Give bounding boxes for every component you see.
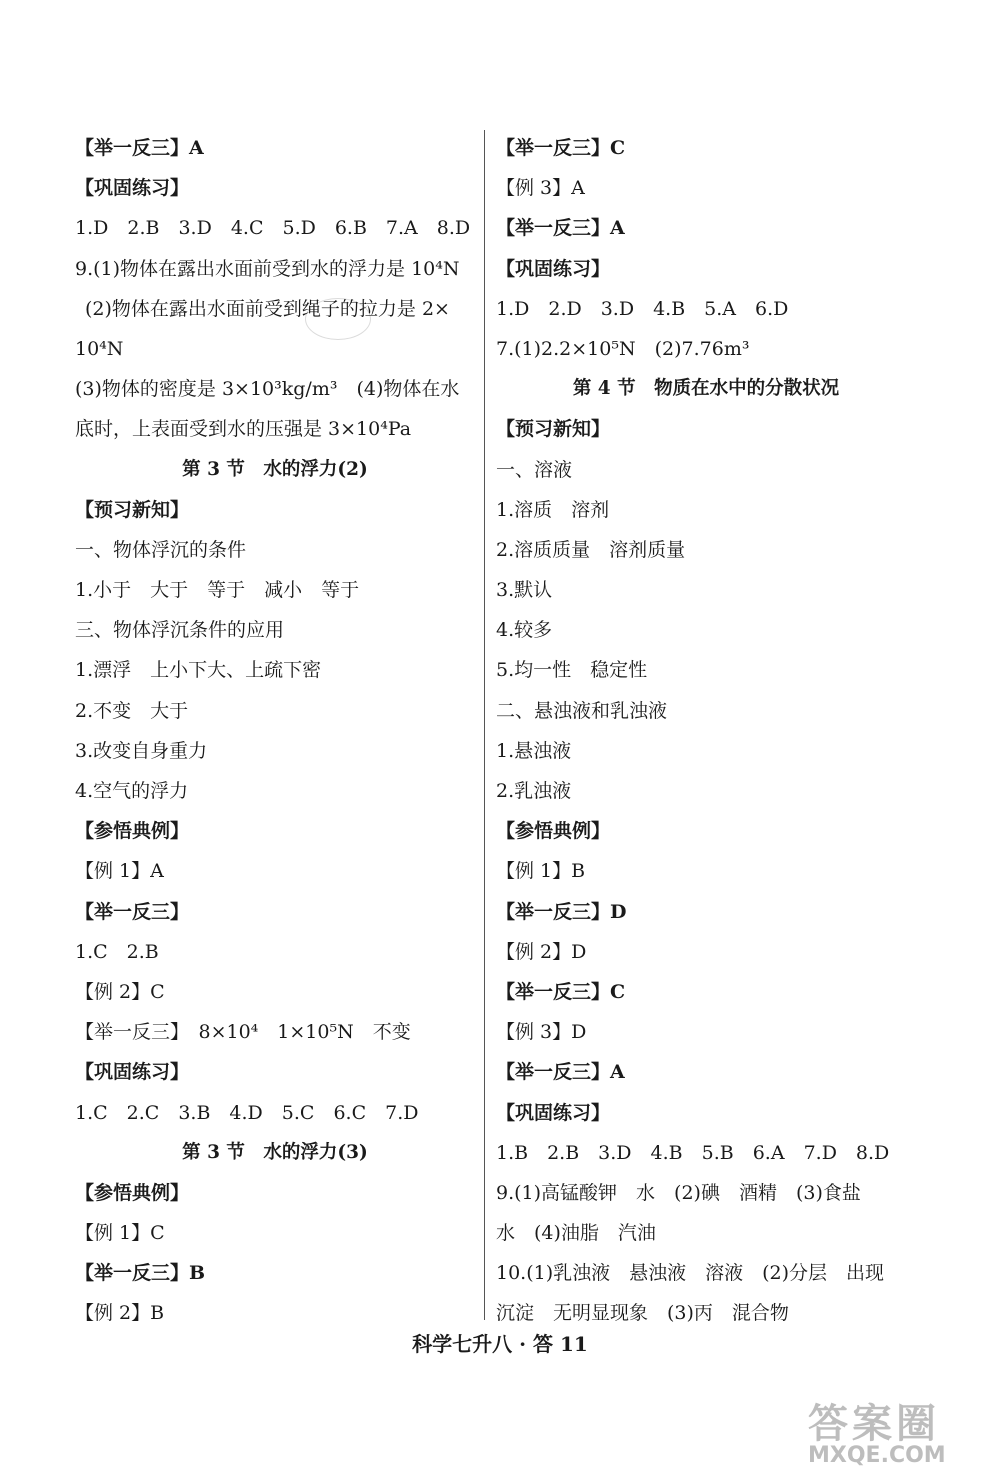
answer-line: 底时，上表面受到水的压强是 3×10⁴Pa xyxy=(75,418,412,441)
answer-line: 9.(1)高锰酸钾 水 (2)碘 酒精 (3)食盐 xyxy=(496,1181,861,1204)
answer-line: 2.不变 大于 xyxy=(75,699,189,722)
answer-line: 【举一反三】 8×10⁴ 1×10⁵N 不变 xyxy=(75,1021,411,1044)
answer-line: (2)物体在露出水面前受到绳子的拉力是 2× xyxy=(85,297,450,320)
answer-line: 【预习新知】 xyxy=(496,418,611,441)
answer-line: 1.C 2.B xyxy=(75,940,159,963)
answer-line: 1.小于 大于 等于 减小 等于 xyxy=(75,579,360,602)
answer-line: 【举一反三】D xyxy=(496,900,627,923)
answer-line: 二、悬浊液和乳浊液 xyxy=(496,699,668,722)
column-divider xyxy=(484,130,485,1320)
answer-line: 7.(1)2.2×10⁵N (2)7.76m³ xyxy=(496,337,750,360)
answer-line: 【举一反三】A xyxy=(496,1061,625,1084)
answer-line: 1.漂浮 上小下大、上疏下密 xyxy=(75,659,322,682)
answer-line: 5.均一性 稳定性 xyxy=(496,659,648,682)
watermark-text: 答案圈 xyxy=(808,1401,940,1447)
answer-line: 【举一反三】A xyxy=(75,137,204,159)
answer-line: 【举一反三】C xyxy=(496,980,626,1003)
answer-line: 【例 2】D xyxy=(496,940,587,963)
answer-line: 【巩固练习】 xyxy=(75,1061,190,1084)
answer-line: 【预习新知】 xyxy=(75,498,190,521)
answer-line: 第 3 节 水的浮力(3) xyxy=(182,1141,368,1163)
answer-line: 【举一反三】B xyxy=(75,1262,206,1285)
watermark-logo xyxy=(808,1392,946,1468)
answer-line: 【举一反三】A xyxy=(496,217,625,240)
answer-line: 1.悬浊液 xyxy=(496,739,572,762)
answer-line: 10.(1)乳浊液 悬浊液 溶液 (2)分层 出现 xyxy=(496,1262,885,1285)
page-footer: 科学七升八 · 答 11 xyxy=(412,1332,588,1356)
answer-line: 【例 2】B xyxy=(75,1302,165,1325)
answer-line: 2.乳浊液 xyxy=(496,780,572,802)
answer-line: 【例 3】A xyxy=(496,177,585,200)
answer-line: 【例 2】C xyxy=(75,980,165,1003)
answer-line: 【举一反三】C xyxy=(496,137,626,159)
answer-line: 10⁴N xyxy=(75,337,124,360)
watermark-url: MXQE.COM xyxy=(808,1443,946,1468)
answer-line: 【参悟典例】 xyxy=(496,820,611,843)
answer-line: 水 (4)油脂 汽油 xyxy=(496,1222,656,1245)
answer-line: 1.D 2.D 3.D 4.B 5.A 6.D xyxy=(496,297,789,320)
answer-line: 【举一反三】 xyxy=(75,900,190,923)
answer-line: 1.溶质 溶剂 xyxy=(496,498,610,521)
answer-line: 第 3 节 水的浮力(2) xyxy=(182,458,368,480)
answer-line: 沉淀 无明显现象 (3)丙 混合物 xyxy=(496,1302,789,1325)
left-column xyxy=(75,128,475,1334)
answer-line: 三、物体浮沉条件的应用 xyxy=(75,619,285,642)
answer-line: 2.溶质质量 溶剂质量 xyxy=(496,538,686,561)
answer-line: 3.改变自身重力 xyxy=(75,739,208,762)
answer-line: 【例 1】B xyxy=(496,860,586,883)
answer-line: 【例 3】D xyxy=(496,1021,587,1044)
answer-line: 1.C 2.C 3.B 4.D 5.C 6.C 7.D xyxy=(75,1101,419,1124)
answer-line: 9.(1)物体在露出水面前受到水的浮力是 10⁴N xyxy=(75,257,460,280)
answer-line: 第 4 节 物质在水中的分散状况 xyxy=(572,378,840,400)
answer-line: (3)物体的密度是 3×10³kg/m³ (4)物体在水 xyxy=(75,378,460,401)
answer-line: 【例 1】A xyxy=(75,860,164,883)
answer-line: 3.默认 xyxy=(496,579,553,602)
answer-line: 【巩固练习】 xyxy=(496,1101,611,1124)
answer-line: 4.空气的浮力 xyxy=(75,780,189,802)
answer-line: 一、物体浮沉的条件 xyxy=(75,538,247,561)
answer-line: 【参悟典例】 xyxy=(75,820,190,843)
answer-line: 一、溶液 xyxy=(496,458,573,481)
answer-line: 【例 1】C xyxy=(75,1222,165,1245)
answer-line: 4.较多 xyxy=(496,619,553,642)
right-column xyxy=(496,128,916,1334)
answer-line: 【参悟典例】 xyxy=(75,1181,190,1204)
answer-line: 1.D 2.B 3.D 4.C 5.D 6.B 7.A 8.D xyxy=(75,217,471,240)
answer-line: 【巩固练习】 xyxy=(496,257,611,280)
answer-line: 1.B 2.B 3.D 4.B 5.B 6.A 7.D 8.D xyxy=(496,1141,890,1164)
answer-line: 【巩固练习】 xyxy=(75,177,190,200)
